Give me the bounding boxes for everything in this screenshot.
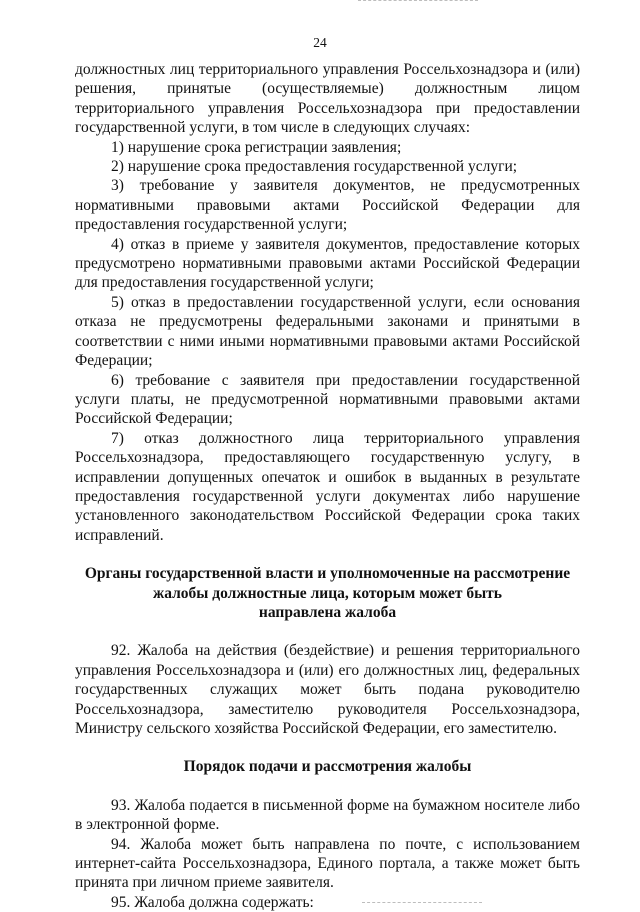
- spacer: [75, 777, 580, 796]
- paragraph-95: 95. Жалоба должна содержать:: [111, 893, 314, 911]
- intro-line-2: решения, принятые (осуществляемые) должностным лицом: [75, 80, 580, 98]
- spacer: [75, 738, 580, 757]
- page-content: [75, 60, 580, 912]
- list-item-2: 2) нарушение срока предоставления государственной услуги;: [111, 158, 518, 176]
- list-item-5: 5) отказ в предоставлении государственной услуги, если основания отказа не предусмотрены федеральными законами и принятыми в соответствии с ними иными нормативными правовыми актами Российской Федерации;: [75, 293, 580, 370]
- scan-edge-bottom: [362, 902, 482, 904]
- list-item-4: 4) отказ в приеме у заявителя документов, предоставление которых предусмотрено нормативными правовыми актами Российской Федерации для предоставления государственной услуги;: [75, 235, 580, 292]
- spacer: [75, 622, 580, 641]
- page-number: 24: [313, 35, 327, 50]
- section-heading-organs-line-1: Органы государственной власти и уполномоченные на рассмотрение: [84, 565, 571, 583]
- list-item-7: 7) отказ должностного лица территориального управления Россельхознадзора, предоставляющего государственную услугу, в исправлении допущенных опечаток и ошибок в выданных в результате предоставления государственной услуги документах либо нарушение установленного законодательством Российской Федерации срока таких исправлений.: [75, 429, 580, 544]
- section-heading-organs-line-2: жалобы должностные лица, которым может быть: [152, 584, 502, 602]
- paragraph-94: 94. Жалоба может быть направлена по почте, с использованием интернет-сайта Россельхознадзора, Единого портала, а также может быть принята при личном приеме заявителя.: [75, 835, 580, 892]
- section-heading-organs-line-3: направлена жалоба: [258, 603, 397, 621]
- section-heading-procedure: Порядок подачи и рассмотрения жалобы: [183, 758, 472, 776]
- paragraph-93: 93. Жалоба подается в письменной форме на бумажном носителе либо в электронной форме.: [75, 796, 580, 834]
- scan-edge-top: [358, 0, 478, 2]
- intro-line-3: территориального управления Россельхознадзора при предоставлении: [75, 99, 580, 117]
- spacer: [75, 545, 580, 564]
- paragraph-92: 92. Жалоба на действия (бездействие) и решения территориального управления Россельхознадзора и (или) его должностных лиц, федеральных государственных служащих может быть подана руководителю Россельхознадзора, заместителю руководителя Россельхознадзора, Министру сельского хозяйства Российской Федерации, его заместителю.: [75, 642, 580, 737]
- list-item-6: 6) требование с заявителя при предоставлении государственной услуги платы, не предусмотренной нормативными правовыми актами Российской Федерации;: [75, 371, 580, 428]
- intro-line-4: государственной услуги, в том числе в следующих случаях:: [75, 119, 471, 137]
- list-item-3: 3) требование у заявителя документов, не предусмотренных нормативными правовыми актами Российской Федерации для предоставления государственной услуги;: [75, 177, 580, 234]
- intro-line-1: должностных лиц территориального управления Россельхознадзора и (или): [75, 61, 580, 78]
- list-item-1: 1) нарушение срока регистрации заявления;: [111, 138, 402, 156]
